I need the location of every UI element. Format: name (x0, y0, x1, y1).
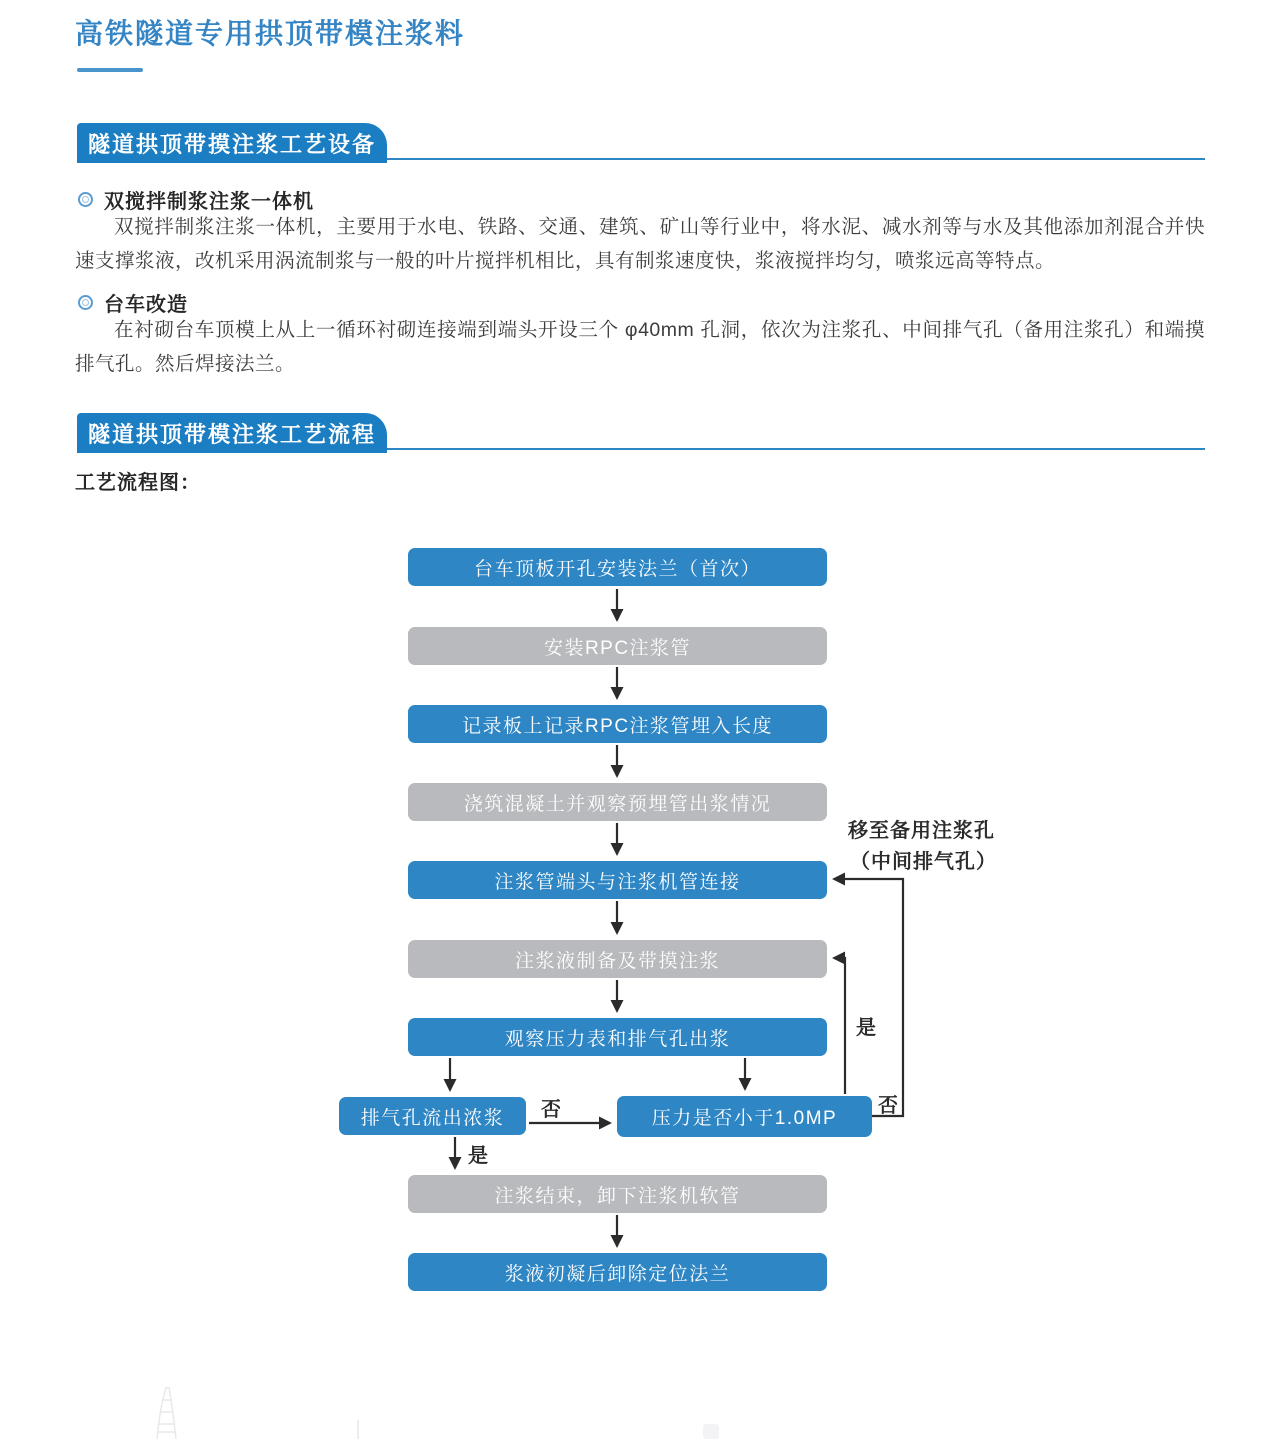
ring-bullet-icon (78, 192, 93, 207)
flow-node-observe-pressure-vent: 观察压力表和排气孔出浆 (408, 1018, 827, 1056)
edge-label-yes-right: 是 (856, 1017, 877, 1039)
flow-node-drill-install-flange: 台车顶板开孔安装法兰（首次） (408, 548, 827, 586)
flow-node-end-remove-hose: 注浆结束，卸下注浆机软管 (408, 1175, 827, 1213)
bullet-paragraph: 双搅拌制浆注浆一体机，主要用于水电、铁路、交通、建筑、矿山等行业中，将水泥、减水剂等与水及其他添加剂混合并快速支撑浆液，改机采用涡流制浆与一般的叶片搅拌机相比，具有制浆速度快，浆液搅拌均匀，喷浆远高等特点。 (75, 216, 1205, 272)
flow-node-connect-grout-machine: 注浆管端头与注浆机管连接 (408, 861, 827, 899)
edge-label-reroute-line1: 移至备用注浆孔 (848, 820, 995, 842)
edge-label-reroute-line2: （中间排气孔） (850, 851, 997, 873)
page-artifact (703, 1424, 719, 1439)
bullet-paragraph: 在衬砌台车顶模上从上一循环衬砌连接端到端头开设三个 φ40mm 孔洞，依次为注浆孔、中间排气孔（备用注浆孔）和端摸排气孔。然后焊接法兰。 (75, 319, 1205, 375)
flow-node-pour-concrete-observe: 浇筑混凝土并观察预埋管出浆情况 (408, 783, 827, 821)
flow-node-pressure-below-1mp: 压力是否小于1.0MP (617, 1096, 872, 1137)
title-underline-divider (77, 68, 143, 72)
flow-node-remove-flange: 浆液初凝后卸除定位法兰 (408, 1253, 827, 1291)
ring-bullet-icon (78, 295, 93, 310)
flow-node-install-rpc-pipe: 安装RPC注浆管 (408, 627, 827, 665)
flow-diagram-label: 工艺流程图： (75, 472, 201, 494)
page-title: 高铁隧道专用拱顶带模注浆料 (75, 18, 466, 49)
edge-label-no-right: 否 (878, 1095, 899, 1117)
page-artifact (357, 1420, 359, 1439)
section-badge-process: 隧道拱顶带模注浆工艺流程 (77, 413, 387, 453)
edge-label-no-mid: 否 (541, 1099, 562, 1121)
bullet-heading: 台车改造 (104, 294, 188, 316)
flow-node-prepare-grout-inject: 注浆液制备及带摸注浆 (408, 940, 827, 978)
bullet-heading: 双搅拌制浆注浆一体机 (104, 191, 314, 213)
flow-node-vent-thick-slurry: 排气孔流出浓浆 (339, 1097, 526, 1135)
section-badge-equipment: 隧道拱顶带摸注浆工艺设备 (77, 123, 387, 163)
watermark-tower-icon (143, 1384, 193, 1439)
edge-label-yes-down: 是 (468, 1145, 489, 1167)
flow-node-record-pipe-length: 记录板上记录RPC注浆管埋入长度 (408, 705, 827, 743)
